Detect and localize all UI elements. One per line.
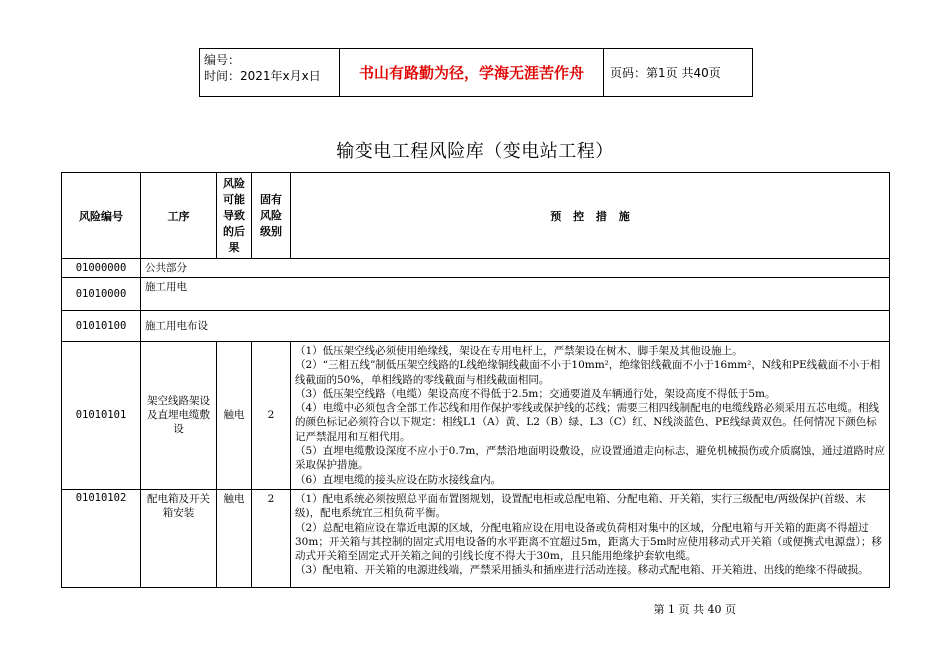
header-motto: 书山有路勤为径，学海无涯苦作舟 [340, 49, 604, 96]
measure-item: （4）电缆中必须包含全部工作芯线和用作保护零线或保护线的芯线；需要三相四线制配电的电缆线路必须采用五芯电缆。相线的颜色标记必须符合以下规定：相线L1（A）黄、L2（B）绿、L3（C）红、N线淡蓝色、PE线绿黄双色。任何情况下颜色标记严禁混用和互相代用。 [295, 402, 880, 443]
section-row [62, 278, 890, 311]
header-level: 固有风险级别 [252, 173, 291, 259]
measure-item: （1）低压架空线必须使用绝缘线，架设在专用电杆上，严禁架设在树木、脚手架及其他设施上。 [295, 345, 743, 357]
risk-level: 2 [252, 342, 291, 490]
time-label: 时间：2021年x月x日 [204, 69, 321, 83]
section-row [62, 259, 890, 278]
section-code: 01010000 [62, 278, 141, 311]
table-row [62, 489, 890, 587]
risk-consequence: 触电 [217, 342, 252, 490]
table-header-row [62, 173, 890, 259]
section-name: 施工用电 [141, 278, 890, 311]
header-page-info: 页码：第1页 共40页 [610, 66, 721, 80]
section-code: 01010100 [62, 311, 141, 342]
measure-item: （5）直埋电缆敷设深度不应小于0.7m，严禁沿地面明设敷设，应设置通道走向标志，避免机械损伤或介质腐蚀，通过道路时应采取保护措施。 [295, 445, 885, 472]
table-row [62, 342, 890, 490]
header-code: 风险编号 [62, 173, 141, 259]
measure-item: （3）低压架空线路（电缆）架设高度不得低于2.5m；交通要道及车辆通行处，架设高度不得低于5m。 [295, 387, 776, 400]
risk-consequence: 触电 [217, 489, 252, 587]
page-footer: 第 1 页 共 40 页 [653, 603, 736, 616]
measure-item: （2）“三相五线”制低压架空线路的L线绝缘铜线截面不小于10mm²，绝缘铝线截面不小于16mm²，N线和PE线截面不小于相线截面的50%，单相线路的零线截面与相线截面相同。 [295, 359, 881, 386]
section-row [62, 311, 890, 342]
document-header-box [199, 48, 753, 97]
header-process: 工序 [141, 173, 217, 259]
header-consequence: 风险可能导致的后果 [217, 173, 252, 259]
header-measures: 预 控 措 施 [291, 173, 890, 259]
risk-measures [291, 342, 890, 490]
risk-level: 2 [252, 489, 291, 587]
number-label: 编号： [204, 53, 241, 67]
section-code: 01000000 [62, 259, 141, 278]
measure-item: （6）直埋电缆的接头应设在防水接线盒内。 [295, 473, 502, 486]
measure-item: （1）配电系统必须按照总平面布置图规划，设置配电柜或总配电箱、分配电箱、开关箱，实行三级配电/两级保护(首级、末级)，配电系统宜三相负荷平衡。 [295, 492, 866, 520]
section-name: 公共部分 [141, 259, 890, 278]
risk-table [61, 172, 890, 588]
risk-code: 01010101 [62, 342, 141, 490]
section-name: 施工用电布设 [141, 311, 890, 342]
header-meta-cell [200, 49, 340, 96]
risk-code: 01010102 [62, 489, 141, 587]
risk-process: 架空线路架设及直埋电缆敷设 [141, 342, 217, 490]
risk-measures [291, 489, 890, 587]
measure-item: （2）总配电箱应设在靠近电源的区域，分配电箱应设在用电设备或负荷相对集中的区域，分配电箱与开关箱的距离不得超过30m；开关箱与其控制的固定式用电设备的水平距离不宜超过5m，距离大于5m时应使用移动式开关箱（或便携式电源盘）；移动式开关箱至固定式开关箱之间的引线长度不得大于30m，且只能用绝缘护套软电缆。 [295, 521, 882, 563]
measure-item: （3）配电箱、开关箱的电源进线端，严禁采用插头和插座进行活动连接。移动式配电箱、开关箱进、出线的绝缘不得破损。 [295, 564, 869, 577]
document-title: 输变电工程风险库（变电站工程） [336, 141, 614, 162]
risk-process: 配电箱及开关箱安装 [141, 489, 217, 587]
